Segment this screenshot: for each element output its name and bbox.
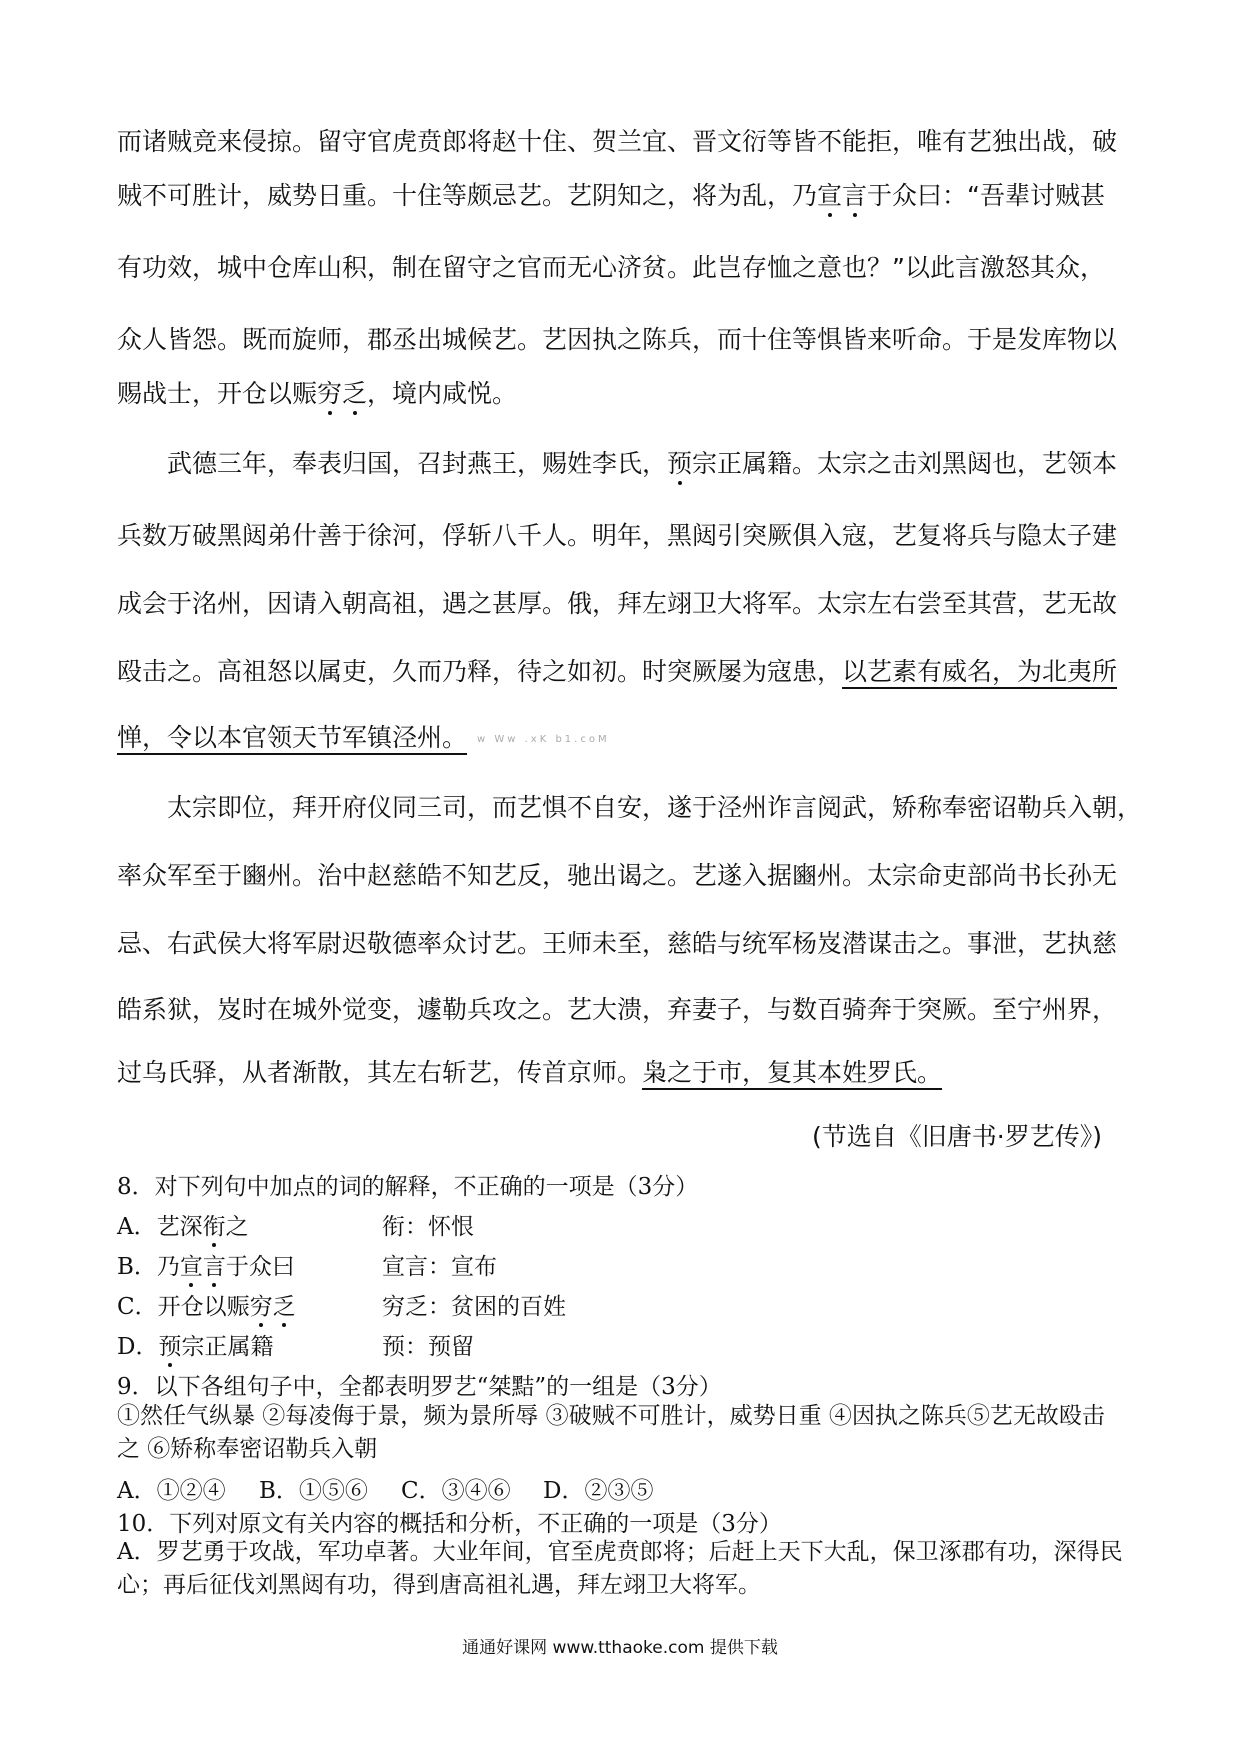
answer-option: C．③④⑥ bbox=[401, 1478, 511, 1504]
dotted-char: 预 bbox=[667, 449, 693, 478]
text-span: 太宗即位，拜开府仪同三司，而艺惧不自安，遂于泾州诈言阅武，矫称奉密诏勒兵入朝， bbox=[167, 793, 1143, 822]
text-span: 殴击之。高祖怒以属吏，久而乃释，待之如初。时突厥屡为寇患， bbox=[117, 657, 843, 686]
text-span: 武德三年，奉表归国，召封燕王，赐姓李氏， bbox=[167, 449, 668, 478]
passage-line bbox=[117, 122, 1117, 158]
dotted-char: 乏 bbox=[342, 379, 368, 408]
dotted-char: 宣 bbox=[817, 181, 843, 210]
passage-line bbox=[117, 444, 1117, 480]
text-span: 过乌氏驿，从者渐散，其左右斩艺，传首京师。 bbox=[117, 1058, 643, 1087]
text-span: 率众军至于豳州。治中赵慈皓不知艺反，驰出谒之。艺遂入据豳州。太宗命吏部尚书长孙无 bbox=[117, 861, 1118, 890]
dotted-char: 衔 bbox=[202, 1214, 226, 1240]
text-span: 贼不可胜计，威势日重。十住等颇忌艺。艺阴知之，将为乱，乃 bbox=[117, 181, 818, 210]
text-span: C．开仓以赈 bbox=[117, 1294, 250, 1320]
source-citation: (节选自《旧唐书·罗艺传》) bbox=[812, 1122, 1102, 1151]
text-span: 兵数万破黑闼弟什善于徐河，俘斩八千人。明年，黑闼引突厥俱入寇，艺复将兵与隐太子建 bbox=[117, 521, 1118, 550]
passage-line bbox=[117, 320, 1117, 356]
text-span: 赐战士，开仓以赈 bbox=[117, 379, 318, 408]
option-sentence bbox=[117, 1248, 382, 1281]
passage-line bbox=[117, 516, 1117, 552]
dotted-char: 预 bbox=[158, 1334, 182, 1360]
underlined-sentence: 以艺素有威名，为北夷所 bbox=[842, 657, 1118, 686]
text-span: 众人皆怨。既而旋师，郡丞出城候艺。艺因执之陈兵，而十住等惧皆来听命。于是发库物以 bbox=[117, 325, 1118, 354]
option-sentence bbox=[117, 1328, 382, 1361]
passage-line bbox=[117, 176, 1105, 212]
question-9-options bbox=[117, 1472, 685, 1505]
text-span: 忌、右武侯大将军尉迟敬德率众讨艺。王师未至，慈皓与统军杨岌潜谋击之。事泄，艺执慈 bbox=[117, 929, 1118, 958]
text-span: 之 bbox=[225, 1214, 249, 1240]
text-span: 宗正属籍 bbox=[181, 1334, 274, 1360]
question-8-option-c bbox=[117, 1288, 566, 1321]
passage-line bbox=[117, 1053, 942, 1089]
answer-option: A．①②④ bbox=[117, 1478, 226, 1504]
option-sentence bbox=[117, 1288, 382, 1321]
question-9-stem: 9．以下各组句子中，全都表明罗艺“桀黠”的一组是（3分） bbox=[117, 1374, 722, 1400]
passage-line bbox=[117, 374, 517, 410]
text-span: 而诸贼竞来侵掠。留守官虎贲郎将赵十住、贺兰宜、晋文衍等皆不能拒，唯有艺独出战，破 bbox=[117, 127, 1118, 156]
text-span: 宗正属籍。太宗之击刘黑闼也，艺领本 bbox=[692, 449, 1118, 478]
option-explanation: 穷乏：贫困的百姓 bbox=[382, 1294, 566, 1320]
option-explanation: 衔：怀恨 bbox=[382, 1214, 474, 1240]
question-8-option-a bbox=[117, 1208, 474, 1241]
answer-option: D．②③⑤ bbox=[543, 1478, 654, 1504]
footer-credit: 通通好课网 www.tthaoke.com 提供下载 bbox=[462, 1638, 778, 1658]
question-8-stem: 8．对下列句中加点的词的解释，不正确的一项是（3分） bbox=[117, 1174, 699, 1200]
passage-line bbox=[117, 856, 1117, 892]
text-span: 于众曰 bbox=[225, 1254, 295, 1280]
option-explanation: 预：预留 bbox=[382, 1334, 474, 1360]
text-span: D． bbox=[117, 1334, 159, 1360]
passage-line bbox=[117, 788, 1142, 824]
passage-line bbox=[117, 718, 610, 754]
dotted-char: 穷 bbox=[249, 1294, 273, 1320]
text-span: 成会于洺州，因请入朝高祖，遇之甚厚。俄，拜左翊卫大将军。太宗左右尝至其营，艺无故 bbox=[117, 589, 1118, 618]
passage-line bbox=[117, 584, 1117, 620]
text-span: B．乃 bbox=[117, 1254, 180, 1280]
underlined-sentence: 枭之于市，复其本姓罗氏。 bbox=[642, 1058, 943, 1087]
option-explanation: 宣言：宣布 bbox=[382, 1254, 497, 1280]
passage-line bbox=[117, 924, 1117, 960]
underlined-sentence: 惮，令以本官领天节军镇泾州。 bbox=[117, 723, 468, 752]
passage-line bbox=[117, 652, 1117, 688]
dotted-char: 言 bbox=[202, 1254, 226, 1280]
dotted-char: 言 bbox=[842, 181, 868, 210]
text-span: 皓系狱，岌时在城外觉变，遽勒兵攻之。艺大溃，弃妻子，与数百骑奔于突厥。至宁州界， bbox=[117, 995, 1118, 1024]
passage-line bbox=[117, 248, 1105, 284]
answer-option: B．①⑤⑥ bbox=[259, 1478, 368, 1504]
dotted-char: 乏 bbox=[272, 1294, 296, 1320]
text-span: 于众曰：“吾辈讨贼甚 bbox=[867, 181, 1105, 210]
text-span: 有功效，城中仓库山积，制在留守之官而无心济贫。此岂存恤之意也？”以此言激怒其众， bbox=[117, 253, 1105, 282]
dotted-char: 宣 bbox=[179, 1254, 203, 1280]
text-span: A．艺深 bbox=[117, 1214, 203, 1240]
option-sentence bbox=[117, 1208, 382, 1241]
question-10-stem: 10．下列对原文有关内容的概括和分析，不正确的一项是（3分） bbox=[117, 1511, 782, 1537]
dotted-char: 穷 bbox=[317, 379, 343, 408]
passage-line bbox=[117, 990, 1117, 1026]
text-span: ，境内咸悦。 bbox=[367, 379, 518, 408]
question-10-option-a: A．罗艺勇于攻战，军功卓著。大业年间，官至虎贲郎将；后赶上天下大乱，保卫涿郡有功，深得民心；再后征伐刘黑闼有功，得到唐高祖礼遇，拜左翊卫大将军。 bbox=[117, 1539, 1123, 1598]
watermark-text: w Ww .xK b1.coM bbox=[477, 733, 610, 745]
question-8-option-d bbox=[117, 1328, 474, 1361]
question-8-option-b bbox=[117, 1248, 497, 1281]
question-9-items: ①然任气纵暴 ②每凌侮于景，频为景所辱 ③破贼不可胜计，威势日重 ④因执之陈兵⑤艺无故殴击之 ⑥矫称奉密诏勒兵入朝 bbox=[117, 1403, 1105, 1462]
